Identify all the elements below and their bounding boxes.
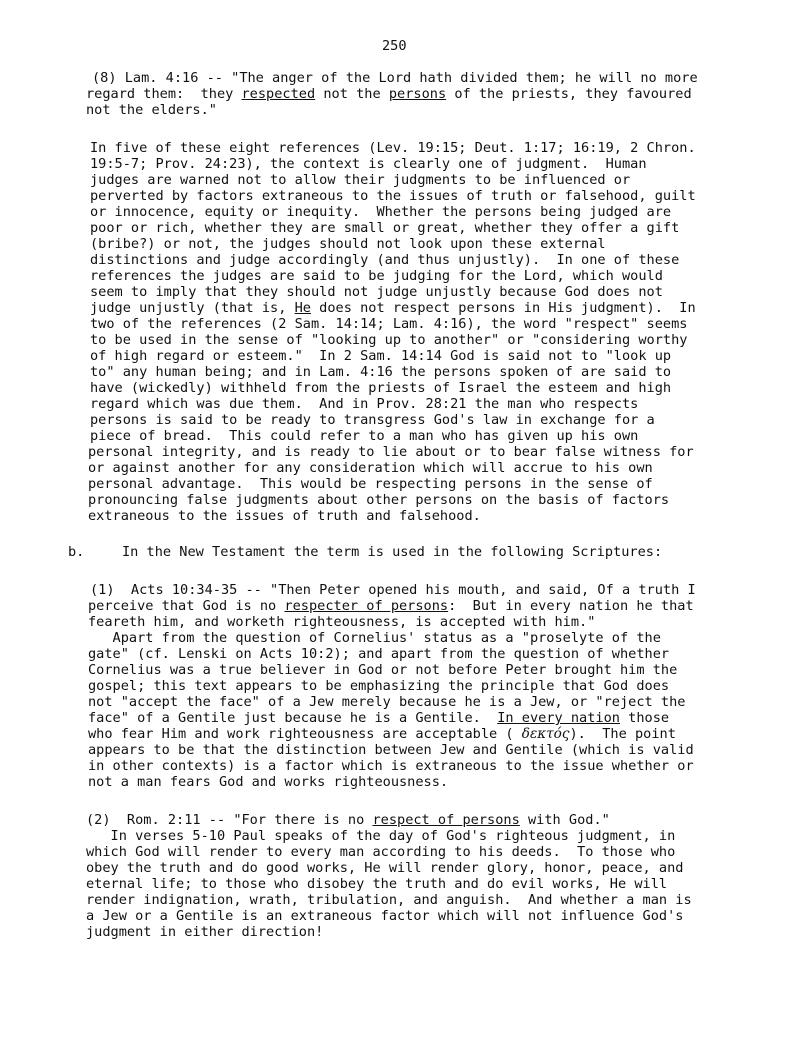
text-line: personal integrity, and is ready to lie about or to bear false witness for — [88, 444, 694, 460]
text-segment: does not respect persons in His judgment). In — [310, 300, 696, 316]
page-number: 250 — [382, 38, 407, 54]
text-segment: those — [619, 710, 670, 726]
text-line: or against another for any consideration which will accrue to his own — [88, 460, 653, 476]
text-segment: face" of a Gentile just because he is a Gentile. — [88, 710, 498, 726]
text-line: have (wickedly) withheld from the priests of Israel the esteem and high — [90, 380, 672, 396]
text-line — [88, 710, 669, 726]
text-line: not "accept the face" of a Jew merely because he is a Jew, or "reject the — [88, 694, 686, 710]
text-line: perverted by factors extraneous to the issues of truth or falsehood, guilt — [90, 188, 696, 204]
section-heading-text: In the New Testament the term is used in the following Scriptures: — [122, 544, 663, 560]
text-line: Cornelius was a true believer in God or not before Peter brought him the — [88, 662, 678, 678]
section-marker: b. — [68, 544, 85, 560]
text-line: personal advantage. This would be respecting persons in the sense of — [88, 476, 653, 492]
text-segment: regard them: they — [86, 86, 242, 102]
text-line — [86, 812, 610, 828]
text-line: not the elders." — [86, 102, 217, 118]
text-segment: of the priests, they favoured — [446, 86, 692, 102]
text-line: to" any human being; and in Lam. 4:16 the persons spoken of are said to — [90, 364, 672, 380]
text-line: (1) Acts 10:34-35 -- "Then Peter opened his mouth, and said, Of a truth I — [90, 582, 696, 598]
text-line: Apart from the question of Cornelius' status as a "proselyte of the — [88, 630, 661, 646]
text-line: two of the references (2 Sam. 14:14; Lam. 4:16), the word "respect" seems — [90, 316, 688, 332]
text-line: (8) Lam. 4:16 -- "The anger of the Lord hath divided them; he will no more — [92, 70, 698, 86]
text-line: gate" (cf. Lenski on Acts 10:2); and apart from the question of whether — [88, 646, 670, 662]
text-line: seem to imply that they should not judge unjustly because God does not — [90, 284, 663, 300]
text-line: of high regard or esteem." In 2 Sam. 14:14 God is said not to "look up — [90, 348, 672, 364]
underlined-term: respected — [241, 86, 316, 102]
text-segment: ). The point — [569, 726, 676, 742]
text-line: piece of bread. This could refer to a man who has given up his own — [90, 428, 639, 444]
text-line: regard which was due them. And in Prov. 28:21 the man who respects — [90, 396, 639, 412]
text-segment: not the — [315, 86, 389, 102]
underlined-term: In every nation — [497, 710, 620, 726]
text-line: to be used in the sense of "looking up to another" or "considering worthy — [90, 332, 688, 348]
text-line: judges are warned not to allow their judgments to be influenced or — [90, 172, 631, 188]
text-segment: who fear Him and work righteousness are acceptable ( — [88, 726, 522, 742]
text-line: gospel; this text appears to be emphasizing the principle that God does — [88, 678, 670, 694]
text-line: which God will render to every man according to his deeds. To those who — [86, 844, 676, 860]
text-line: judgment in either direction! — [86, 924, 324, 940]
text-line: eternal life; to those who disobey the truth and do evil works, He will — [86, 876, 668, 892]
text-line: a Jew or a Gentile is an extraneous factor which will not influence God's — [86, 908, 684, 924]
text-segment: with God." — [519, 812, 610, 828]
greek-word: δεκτός — [521, 726, 570, 742]
underlined-term: He — [294, 300, 311, 316]
text-line: poor or rich, whether they are small or great, whether they offer a gift — [90, 220, 680, 236]
text-line: distinctions and judge accordingly (and thus unjustly). In one of these — [90, 252, 680, 268]
underlined-term: respecter of persons — [284, 598, 449, 614]
text-line: feareth him, and worketh righteousness, is accepted with him." — [88, 614, 596, 630]
text-line: 19:5-7; Prov. 24:23), the context is clearly one of judgment. Human — [90, 156, 647, 172]
underlined-term: respect of persons — [372, 812, 520, 828]
text-line: appears to be that the distinction between Jew and Gentile (which is valid — [88, 742, 694, 758]
text-segment: (2) Rom. 2:11 -- "For there is no — [86, 812, 373, 828]
underlined-term: persons — [388, 86, 447, 102]
text-line — [86, 86, 692, 102]
text-segment: perceive that God is no — [88, 598, 285, 614]
text-line — [90, 300, 696, 316]
text-line: In five of these eight references (Lev. 19:15; Deut. 1:17; 16:19, 2 Chron. — [90, 140, 696, 156]
text-line: obey the truth and do good works, He will render glory, honor, peace, and — [86, 860, 684, 876]
text-line: extraneous to the issues of truth and falsehood. — [88, 508, 481, 524]
text-line: or innocence, equity or inequity. Whether the persons being judged are — [90, 204, 672, 220]
text-line: render indignation, wrath, tribulation, and anguish. And whether a man is — [86, 892, 692, 908]
text-line: references the judges are said to be judging for the Lord, which would — [90, 268, 663, 284]
text-line: In verses 5-10 Paul speaks of the day of God's righteous judgment, in — [86, 828, 676, 844]
text-line: not a man fears God and works righteousness. — [88, 774, 449, 790]
text-line — [88, 598, 694, 614]
text-line: in other contexts) is a factor which is extraneous to the issue whether or — [88, 758, 694, 774]
text-line: pronouncing false judgments about other persons on the basis of factors — [88, 492, 670, 508]
text-line — [88, 726, 676, 742]
text-segment: judge unjustly (that is, — [90, 300, 295, 316]
text-line: persons is said to be ready to transgress God's law in exchange for a — [90, 412, 655, 428]
text-line: (bribe?) or not, the judges should not look upon these external — [90, 236, 606, 252]
text-segment: : But in every nation he that — [448, 598, 694, 614]
